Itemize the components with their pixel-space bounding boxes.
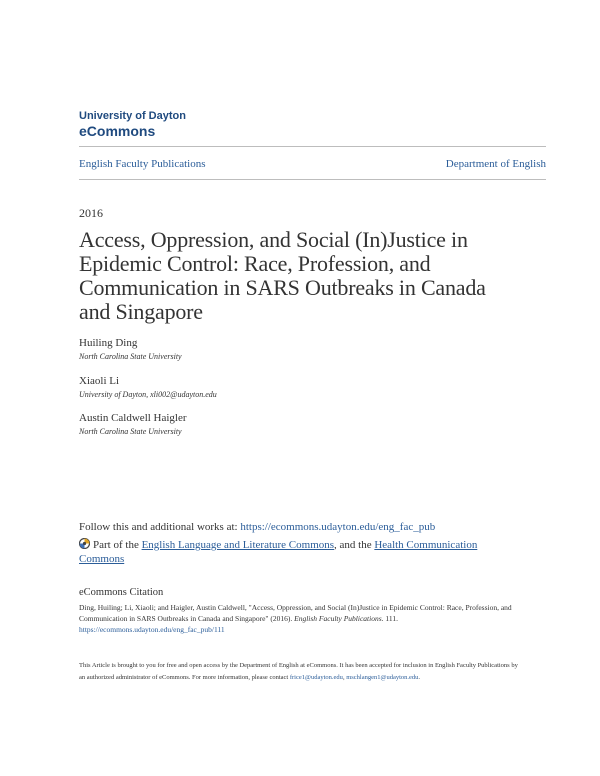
part-of-line [79,538,509,566]
nav-divider [79,179,546,180]
author-affiliation: North Carolina State University [79,426,182,436]
footer-notice [79,660,519,683]
repository-name: eCommons [79,123,156,139]
citation-text-block [79,602,519,635]
footer-text: This Article is brought to you for free and open access by the Department of English at eCommons. It has been accepted for inclusion in English Faculty Publications by an authorized administrator of eCommons. For more information, please contact [79,662,518,681]
follow-prefix: Follow this and additional works at: [79,521,241,533]
department-link[interactable]: Department of English [445,158,546,170]
top-divider [79,146,546,147]
health-communication-commons-link[interactable]: Health Communication Commons [79,539,478,565]
citation-url-link[interactable]: https://ecommons.udayton.edu/eng_fac_pub/111 [79,625,225,634]
citation-number: . 111. [381,614,398,623]
paper-title: Access, Oppression, and Social (In)Justice in Epidemic Control: Race, Profession, and Communication in SARS Outbreaks in Canada and Singapore [79,227,486,324]
part-of-middle: , and the [334,539,375,551]
author-block [79,412,187,437]
repository-brand[interactable] [79,111,186,138]
citation-heading: eCommons Citation [79,587,164,598]
institution-name: University of Dayton [79,110,186,122]
contact-email-link[interactable]: frice1@udayton.edu [289,673,343,681]
collection-url-link[interactable]: https://ecommons.udayton.edu/eng_fac_pub [240,521,436,533]
author-name: Xiaoli Li [79,375,120,387]
author-affiliation: University of Dayton, xli002@udayton.edu [79,389,217,399]
author-name: Huiling Ding [79,337,138,349]
footer-separator: , [342,673,347,681]
contact-email-link[interactable]: mschlangen1@udayton.edu [346,673,419,681]
author-name: Austin Caldwell Haigler [79,412,187,424]
citation-text: Ding, Huiling; Li, Xiaoli; and Haigler, Austin Caldwell, "Access, Oppression, and Social (In)Justice in Epidemic Control: Race, Profession, and Communication in SARS Outbreaks in Canada and Singapore" (2016). [79,603,512,623]
part-of-prefix: Part of the [93,539,142,551]
citation-publication: English Faculty Publications [294,614,382,623]
footer-end: . [418,673,421,681]
english-commons-link[interactable]: English Language and Literature Commons [141,539,335,551]
follow-line [79,521,435,533]
author-affiliation: North Carolina State University [79,351,182,361]
publication-year: 2016 [79,206,103,220]
network-badge-icon [79,538,90,549]
collection-link[interactable]: English Faculty Publications [79,158,206,170]
author-block [79,337,182,362]
author-block [79,375,217,400]
